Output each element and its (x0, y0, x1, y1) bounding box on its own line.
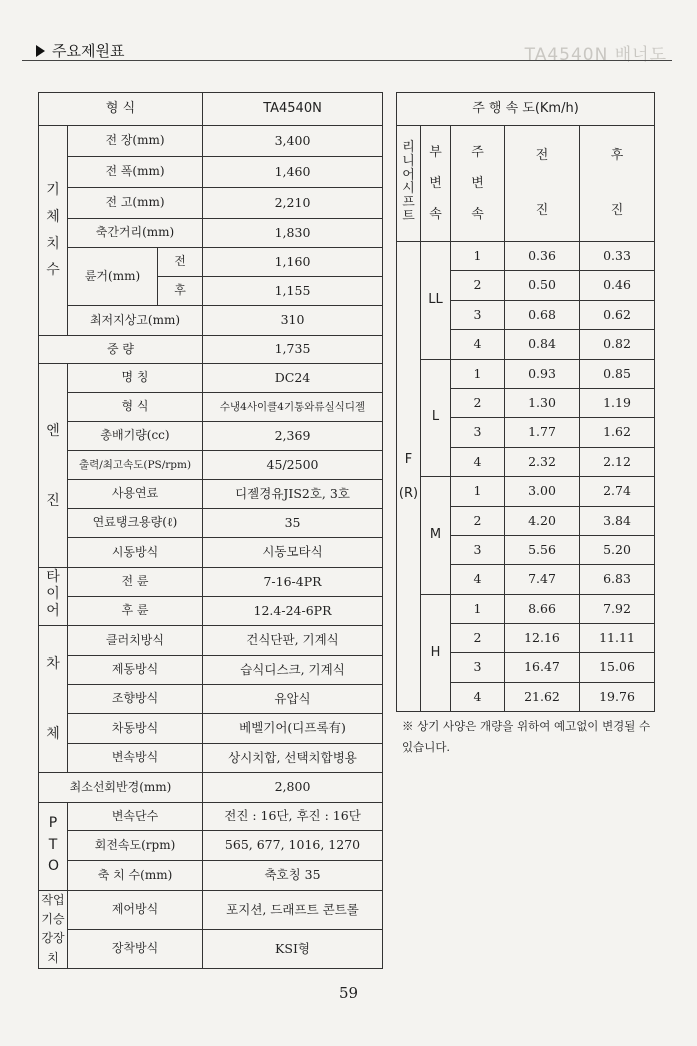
spec-table (38, 92, 383, 969)
forward-speed: 0.50 (505, 271, 580, 300)
reverse-shift-marks (397, 443, 420, 511)
rearward-speed: 1.62 (580, 418, 655, 447)
forward-speed: 1.77 (505, 418, 580, 447)
speed-row (397, 242, 655, 271)
steering-value: 유압식 (203, 685, 383, 714)
main-shift-gear: 2 (451, 624, 505, 653)
main-shift-gear: 2 (451, 271, 505, 300)
main-shift-gear: 3 (451, 418, 505, 447)
rearward-speed: 0.82 (580, 330, 655, 359)
group-hitch (39, 891, 68, 969)
section-title-text: 주요제원표 (52, 42, 125, 60)
clutch-value: 건식단판, 기계식 (203, 626, 383, 656)
travel-speed-table (396, 92, 655, 712)
width-value: 1,460 (203, 157, 383, 188)
page-number: 59 (338, 984, 359, 1002)
displacement-value: 2,369 (203, 422, 383, 451)
tread-rear-label: 후 (158, 277, 203, 306)
pto-shaft-value: 축호칭 35 (203, 861, 383, 891)
wheelbase-label: 축간거리(mm) (68, 219, 203, 248)
tread-rear-value: 1,155 (203, 277, 383, 306)
height-value: 2,210 (203, 188, 383, 219)
main-shift-gear: 1 (451, 242, 505, 271)
turning-label: 최소선회반경(mm) (39, 773, 203, 803)
col-sub-shift-text: 부변속 (429, 144, 442, 223)
tank-value: 35 (203, 509, 383, 538)
col-reverse-shift-text: 리니어시프트 (402, 140, 415, 224)
rearward-speed: 15.06 (580, 653, 655, 682)
speed-row (397, 594, 655, 623)
rearward-speed: 11.11 (580, 624, 655, 653)
hitch-mount-label: 장착방식 (68, 929, 203, 968)
forward-speed: 0.68 (505, 300, 580, 329)
group-body-dimensions (39, 126, 68, 336)
fuel-value: 디젤경유JIS2호, 3호 (203, 480, 383, 509)
speed-row (397, 477, 655, 506)
reverse-shift-mark: F (404, 451, 413, 467)
col-forward (505, 126, 580, 242)
col-main-shift (451, 126, 505, 242)
tire-rear-value: 12.4-24-6PR (203, 597, 383, 626)
show-through-text: TA4540N 배너도 (524, 45, 667, 65)
length-value: 3,400 (203, 126, 383, 157)
main-shift-gear: 4 (451, 330, 505, 359)
group-pto (39, 803, 68, 891)
sub-shift-ll: LL (421, 242, 451, 360)
group-tire (39, 568, 68, 626)
forward-speed: 7.47 (505, 565, 580, 594)
forward-speed: 4.20 (505, 506, 580, 535)
diff-value: 베벨기어(디프록有) (203, 714, 383, 744)
gear-steps-value: 전진 : 16단, 후진 : 16단 (203, 803, 383, 831)
group-label: 차체 (46, 656, 60, 742)
spec-header-item: 형 식 (39, 93, 203, 126)
tire-front-label: 전 륜 (68, 568, 203, 597)
engine-type-value: 수냉4사이클4기통와류실식디젤 (203, 393, 383, 422)
tire-rear-label: 후 륜 (68, 597, 203, 626)
forward-speed: 0.36 (505, 242, 580, 271)
output-label: 출력/최고속도(PS/rpm) (68, 451, 203, 480)
forward-speed: 12.16 (505, 624, 580, 653)
tread-label: 륜거(mm) (68, 248, 158, 306)
engine-name-value: DC24 (203, 364, 383, 393)
hitch-control-value: 포지션, 드래프트 콘트롤 (203, 891, 383, 930)
pto-speed-label: 회전속도(rpm) (68, 831, 203, 861)
main-shift-gear: 3 (451, 535, 505, 564)
clearance-value: 310 (203, 306, 383, 336)
steering-label: 조향방식 (68, 685, 203, 714)
section-title (36, 40, 124, 61)
rearward-speed: 0.62 (580, 300, 655, 329)
col-reverse-shift (397, 126, 421, 242)
main-shift-gear: 1 (451, 477, 505, 506)
output-value: 45/2500 (203, 451, 383, 480)
diff-label: 차동방식 (68, 714, 203, 744)
length-label: 전 장(mm) (68, 126, 203, 157)
rearward-speed: 6.83 (580, 565, 655, 594)
sub-shift-h: H (421, 594, 451, 712)
main-shift-gear: 3 (451, 653, 505, 682)
engine-type-label: 형 식 (68, 393, 203, 422)
weight-label: 중 량 (39, 336, 203, 364)
fuel-label: 사용연료 (68, 480, 203, 509)
rearward-speed: 2.12 (580, 447, 655, 476)
reverse-shift-cell (397, 242, 421, 712)
rearward-speed: 0.46 (580, 271, 655, 300)
main-shift-gear: 1 (451, 594, 505, 623)
height-label: 전 고(mm) (68, 188, 203, 219)
wheelbase-value: 1,830 (203, 219, 383, 248)
group-label: 엔진 (46, 422, 60, 509)
tread-front-label: 전 (158, 248, 203, 277)
group-engine (39, 364, 68, 568)
forward-speed: 8.66 (505, 594, 580, 623)
forward-speed: 1.30 (505, 388, 580, 417)
rearward-speed: 3.84 (580, 506, 655, 535)
rearward-speed: 19.76 (580, 682, 655, 711)
triangle-bullet-icon (36, 45, 45, 57)
hitch-mount-value: KSI형 (203, 929, 383, 968)
clutch-label: 클러치방식 (68, 626, 203, 656)
tire-front-value: 7-16-4PR (203, 568, 383, 597)
group-label: 타이어 (46, 568, 60, 619)
main-shift-gear: 4 (451, 447, 505, 476)
footnote: ※ 상기 사양은 개량을 위하여 예고없이 변경될 수 있습니다. (402, 719, 651, 754)
main-shift-gear: 2 (451, 506, 505, 535)
shift-value: 상시치합, 선택치합병용 (203, 744, 383, 773)
rearward-speed: 1.19 (580, 388, 655, 417)
group-label: 작업기승강장치 (41, 893, 65, 965)
turning-value: 2,800 (203, 773, 383, 803)
forward-speed: 3.00 (505, 477, 580, 506)
group-label: 기체치수 (46, 182, 60, 279)
speed-row (397, 359, 655, 388)
start-value: 시동모타식 (203, 538, 383, 568)
rearward-speed: 2.74 (580, 477, 655, 506)
main-shift-gear: 3 (451, 300, 505, 329)
brake-label: 제동방식 (68, 656, 203, 685)
rearward-speed: 0.85 (580, 359, 655, 388)
tank-label: 연료탱크용량(ℓ) (68, 509, 203, 538)
col-rearward-text: 후진 (610, 147, 624, 218)
col-rearward (580, 126, 655, 242)
engine-name-label: 명 칭 (68, 364, 203, 393)
forward-speed: 0.93 (505, 359, 580, 388)
main-shift-gear: 4 (451, 565, 505, 594)
forward-speed: 5.56 (505, 535, 580, 564)
forward-speed: 16.47 (505, 653, 580, 682)
pto-shaft-label: 축 치 수(mm) (68, 861, 203, 891)
rearward-speed: 7.92 (580, 594, 655, 623)
forward-speed: 2.32 (505, 447, 580, 476)
header-rule (22, 60, 672, 61)
col-sub-shift (421, 126, 451, 242)
width-label: 전 폭(mm) (68, 157, 203, 188)
col-forward-text: 전진 (535, 147, 549, 218)
hitch-control-label: 제어방식 (68, 891, 203, 930)
rearward-speed: 5.20 (580, 535, 655, 564)
rearward-speed: 0.33 (580, 242, 655, 271)
speed-table-title: 주 행 속 도(Km/h) (397, 93, 655, 126)
weight-value: 1,735 (203, 336, 383, 364)
clearance-label: 최저지상고(mm) (68, 306, 203, 336)
group-label: PTO (48, 815, 60, 875)
main-shift-gear: 4 (451, 682, 505, 711)
main-shift-gear: 1 (451, 359, 505, 388)
main-shift-gear: 2 (451, 388, 505, 417)
group-chassis (39, 626, 68, 773)
displacement-label: 총배기량(cc) (68, 422, 203, 451)
forward-speed: 21.62 (505, 682, 580, 711)
gear-steps-label: 변속단수 (68, 803, 203, 831)
forward-speed: 0.84 (505, 330, 580, 359)
col-main-shift-text: 주변속 (471, 144, 484, 223)
start-label: 시동방식 (68, 538, 203, 568)
pto-speed-value: 565, 677, 1016, 1270 (203, 831, 383, 861)
shift-label: 변속방식 (68, 744, 203, 773)
reverse-shift-mark: (R) (398, 485, 419, 501)
brake-value: 습식디스크, 기계식 (203, 656, 383, 685)
sub-shift-l: L (421, 359, 451, 477)
sub-shift-m: M (421, 477, 451, 595)
spec-header-model: TA4540N (203, 93, 383, 126)
tread-front-value: 1,160 (203, 248, 383, 277)
